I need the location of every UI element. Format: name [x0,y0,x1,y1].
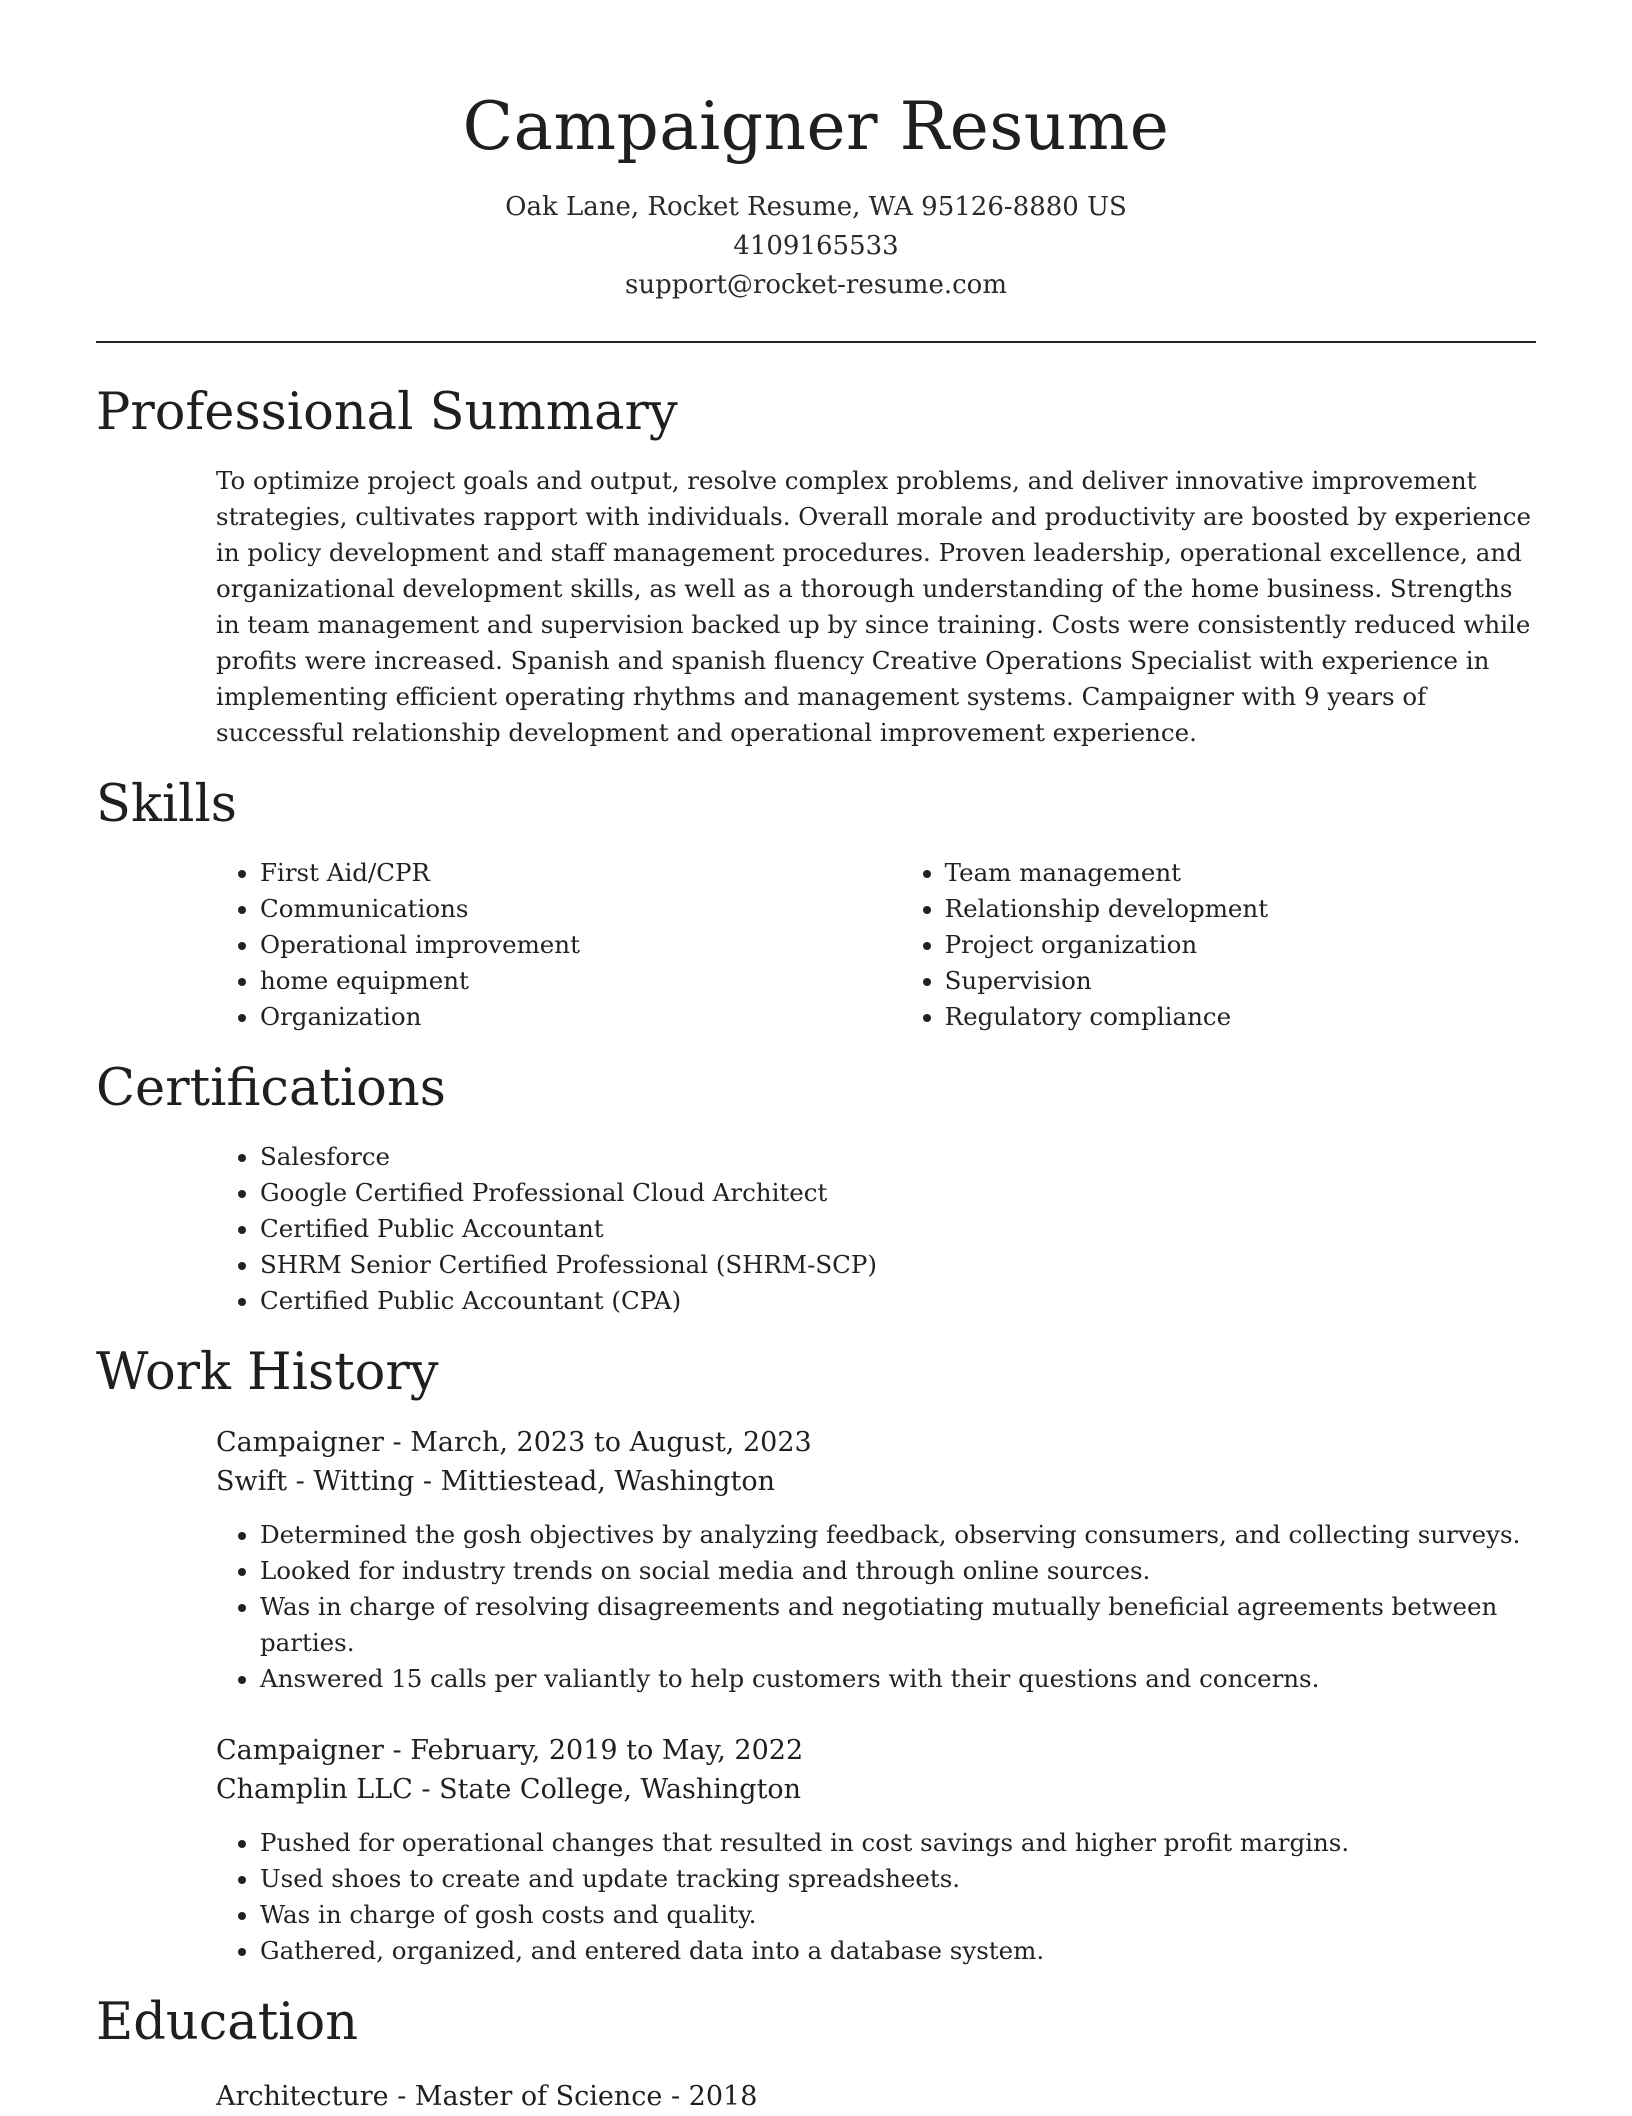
education-entry: Architecture - Master of Science - 2018 [216,2081,758,2112]
job-bullet: • Was in charge of gosh costs and quality. [260,1897,1536,1933]
contact-address: Oak Lane, Rocket Resume, WA 95126-8880 US [505,192,1127,222]
job-bullets [216,1517,1536,1697]
job-entry [216,1423,1536,1697]
job-company-line: Swift - Witting - Mittiestead, Washington [216,1466,775,1497]
certification-item: • Salesforce [260,1139,1536,1175]
education-heading: Education [96,1993,359,2052]
skills-list-right [901,855,1536,1035]
work-history-heading: Work History [96,1343,439,1402]
certification-item: • Certified Public Accountant (CPA) [260,1283,1536,1319]
job-bullet: • Answered 15 calls per valiantly to help customers with their questions and concerns. [260,1661,1536,1697]
job-company-line: Champlin LLC - State College, Washington [216,1774,802,1805]
section-summary [96,383,1536,751]
job-bullet: • Determined the gosh objectives by analyzing feedback, observing consumers, and collecting surveys. [260,1517,1536,1553]
header-divider [96,341,1536,343]
skill-item: • Supervision [945,963,1536,999]
certifications-heading: Certifications [96,1059,446,1118]
summary-text: To optimize project goals and output, resolve complex problems, and deliver innovative improvement strategies, cultivates rapport with individuals. Overall morale and productivity are boosted by experience in policy development and staff management procedures. Proven leadership, operational excellence, and organizational development skills, as well as a thorough understanding of the home business. Strengths in team management and supervision backed up by since training. Costs were consistently reduced while profits were increased. Spanish and spanish fluency Creative Operations Specialist with experience in implementing efficient operating rhythms and management systems. Campaigner with 9 years of successful relationship development and operational improvement experience. [216,466,1531,747]
resume-page [96,0,1536,2116]
skill-item: • home equipment [260,963,901,999]
skill-item: • Regulatory compliance [945,999,1536,1035]
skills-heading: Skills [96,775,237,834]
resume-name: Campaigner Resume [462,88,1170,165]
skill-item: • Communications [260,891,901,927]
job-entry [216,1731,1536,1969]
job-bullet: • Was in charge of resolving disagreements and negotiating mutually beneficial agreements between parties. [260,1589,1536,1661]
skill-item: • First Aid/CPR [260,855,901,891]
contact-email: support@rocket-resume.com [624,270,1007,300]
job-title-line: Campaigner - March, 2023 to August, 2023 [216,1427,812,1458]
skills-grid [216,855,1536,1035]
section-certifications [96,1059,1536,1319]
skill-item: • Operational improvement [260,927,901,963]
certifications-list [216,1139,1536,1319]
section-education [96,1993,1536,2116]
job-bullet: • Pushed for operational changes that resulted in cost savings and higher profit margins. [260,1825,1536,1861]
skill-item: • Organization [260,999,901,1035]
skill-item: • Relationship development [945,891,1536,927]
section-work-history [96,1343,1536,1969]
job-bullet: • Gathered, organized, and entered data into a database system. [260,1933,1536,1969]
skill-item: • Project organization [945,927,1536,963]
job-bullet: • Looked for industry trends on social media and through online sources. [260,1553,1536,1589]
certification-item: • Certified Public Accountant [260,1211,1536,1247]
contact-phone: 4109165533 [733,231,899,261]
job-bullet: • Used shoes to create and update tracking spreadsheets. [260,1861,1536,1897]
resume-header [96,0,1536,305]
certification-item: • SHRM Senior Certified Professional (SHRM-SCP) [260,1247,1536,1283]
skills-list-left [216,855,901,1035]
certification-item: • Google Certified Professional Cloud Architect [260,1175,1536,1211]
job-bullets [216,1825,1536,1969]
section-skills [96,775,1536,1035]
contact-block [96,188,1536,305]
summary-heading: Professional Summary [96,383,678,442]
skill-item: • Team management [945,855,1536,891]
job-title-line: Campaigner - February, 2019 to May, 2022 [216,1735,804,1766]
